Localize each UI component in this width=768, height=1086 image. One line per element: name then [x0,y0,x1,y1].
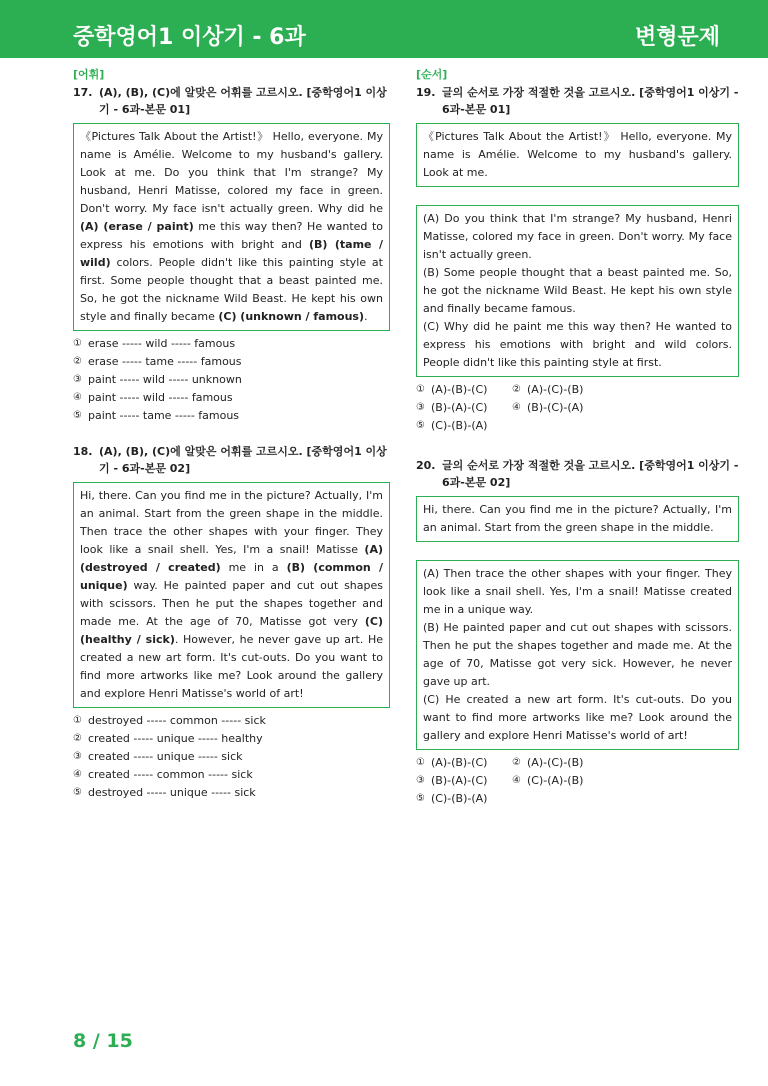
question-number: 20. [416,459,436,472]
option-text: (A)-(C)-(B) [527,756,584,769]
blank-a: (A) (erase / paint) [80,220,194,233]
question-19-prompt [416,84,739,118]
option-marker: ② [73,733,82,744]
option-marker: ② [512,384,521,395]
answer-option[interactable] [73,766,390,784]
answer-option[interactable] [512,754,608,772]
passage-text: . However, he never gave up art. He created a new art form. It's cut-outs. Do you want to find more artworks like me? Look around the gallery and explore Henri Matisse's world of art! [80,633,383,700]
option-marker: ③ [73,374,82,385]
question-number: 18. [73,445,93,458]
left-column [73,66,390,802]
question-19-parts [416,205,739,377]
option-text: (B)-(C)-(A) [527,401,584,414]
option-text: (A)-(B)-(C) [431,383,488,396]
question-17-options [73,335,390,425]
page-header [0,0,768,58]
answer-option[interactable] [512,381,608,399]
answer-option[interactable] [416,417,512,435]
answer-option[interactable] [73,353,390,371]
option-marker: ⑤ [73,410,82,421]
answer-option[interactable] [512,399,608,417]
option-text: (A)-(B)-(C) [431,756,488,769]
option-marker: ① [73,715,82,726]
intro-text: Hi, there. Can you find me in the picture? Actually, I'm an animal. Start from the green shape in the middle. [423,503,732,534]
passage-text: me this way then? He wanted to express his emotions with bright and [80,220,383,251]
option-text: created ----- unique ----- sick [88,750,243,763]
option-marker: ① [416,757,425,768]
option-marker: ⑤ [73,787,82,798]
answer-option[interactable] [73,389,390,407]
document-title: 중학영어1 이상기 - 6과 [73,25,306,50]
question-17-passage [73,123,390,331]
part-b: (B) He painted paper and cut out shapes with scissors. Then he put the shapes together and made me. At the age of 70, Matisse got very sick. However, he never gave up art. [423,621,732,688]
option-text: paint ----- wild ----- famous [88,391,233,404]
option-text: (C)-(B)-(A) [431,792,488,805]
answer-option[interactable] [416,399,512,417]
question-text: 글의 순서로 가장 적절한 것을 고르시오. [중학영어1 이상기 - 6과-본문 01] [442,86,739,116]
option-text: created ----- common ----- sick [88,768,253,781]
option-marker: ② [512,757,521,768]
option-marker: ③ [416,775,425,786]
answer-option[interactable] [416,790,512,808]
answer-option[interactable] [416,381,512,399]
part-a: (A) Then trace the other shapes with your finger. They look like a snail shell. Yes, I'm a snail! Matisse created me in a unique way. [423,567,732,616]
part-c: (C) He created a new art form. It's cut-outs. Do you want to find more artworks like me? Look around the gallery and explore Henri Matisse's world of art! [423,693,732,742]
option-text: created ----- unique ----- healthy [88,732,263,745]
option-marker: ③ [73,751,82,762]
category-label-order: [순서] [416,68,448,81]
option-text: (C)-(B)-(A) [431,419,488,432]
passage-text: 《Pictures Talk About the Artist!》 Hello, everyone. My name is Amélie. Welcome to my husband's gallery. Look at me. Do you think that I'm strange? My husband, Henri Matisse, colored my face in green. Don't worry. My face isn't actually green. Why did he [80,130,383,215]
part-b: (B) Some people thought that a beast painted me. So, he got the nickname Wild Beast. He kept his own style and finally became famous. [423,266,732,315]
passage-text: . [364,310,368,323]
question-20-parts [416,560,739,750]
answer-option[interactable] [73,335,390,353]
option-marker: ① [73,338,82,349]
question-19-options [416,381,739,435]
document-type-label: 변형문제 [634,25,720,50]
question-18-passage [73,482,390,708]
option-marker: ④ [73,392,82,403]
page-number: 8 / 15 [73,1030,133,1052]
blank-c: (C) (healthy / sick) [80,615,383,646]
question-20-prompt [416,457,739,491]
answer-option[interactable] [416,772,512,790]
option-marker: ① [416,384,425,395]
option-text: (B)-(A)-(C) [431,401,488,414]
answer-option[interactable] [416,754,512,772]
blank-b: (B) (common / unique) [80,561,383,592]
question-20-options [416,754,739,808]
question-20-intro [416,496,739,542]
option-marker: ③ [416,402,425,413]
question-number: 19. [416,86,436,99]
question-17-prompt [73,84,390,118]
right-column [416,66,739,808]
answer-option[interactable] [512,772,608,790]
option-text: paint ----- wild ----- unknown [88,373,242,386]
option-marker: ④ [512,402,521,413]
answer-option[interactable] [73,407,390,425]
passage-text: me in a [220,561,287,574]
option-marker: ④ [73,769,82,780]
question-number: 17. [73,86,93,99]
question-text: (A), (B), (C)에 알맞은 어휘를 고르시오. [중학영어1 이상기 - 6과-본문 01] [99,86,387,116]
passage-text: way. He painted paper and cut out shapes with scissors. Then he put the shapes together and made me. At the age of 70, Matisse got very [80,579,383,628]
option-text: (B)-(A)-(C) [431,774,488,787]
question-19-intro [416,123,739,187]
question-18-options [73,712,390,802]
option-marker: ② [73,356,82,367]
question-text: (A), (B), (C)에 알맞은 어휘를 고르시오. [중학영어1 이상기 - 6과-본문 02] [99,445,387,475]
passage-text: Hi, there. Can you find me in the picture? Actually, I'm an animal. Start from the green shape in the middle. Then trace the other shapes with your finger. They look like a snail shell. Yes, I'm a snail! Matisse [80,489,383,556]
answer-option[interactable] [73,730,390,748]
option-marker: ④ [512,775,521,786]
passage-text: colors. People didn't like this painting style at first. Some people thought that a beast painted me. So, he got the nickname Wild Beast. He kept his own style and finally became [80,256,383,323]
option-marker: ⑤ [416,420,425,431]
option-marker: ⑤ [416,793,425,804]
option-text: erase ----- tame ----- famous [88,355,242,368]
option-text: destroyed ----- unique ----- sick [88,786,256,799]
option-text: (A)-(C)-(B) [527,383,584,396]
intro-text: 《Pictures Talk About the Artist!》 Hello, everyone. My name is Amélie. Welcome to my husband's gallery. Look at me. [423,130,732,179]
option-text: destroyed ----- common ----- sick [88,714,266,727]
question-text: 글의 순서로 가장 적절한 것을 고르시오. [중학영어1 이상기 - 6과-본문 02] [442,459,739,489]
option-text: erase ----- wild ----- famous [88,337,236,350]
answer-option[interactable] [73,371,390,389]
category-label-vocab: [어휘] [73,68,105,81]
answer-option[interactable] [73,712,390,730]
blank-a: (A) (destroyed / created) [80,543,383,574]
question-18-prompt [73,443,390,477]
blank-b: (B) (tame / wild) [80,238,383,269]
answer-option[interactable] [73,784,390,802]
answer-option[interactable] [73,748,390,766]
option-text: paint ----- tame ----- famous [88,409,240,422]
option-text: (C)-(A)-(B) [527,774,584,787]
part-c: (C) Why did he paint me this way then? He wanted to express his emotions with bright and wild colors. People didn't like this painting style at first. [423,320,732,369]
blank-c: (C) (unknown / famous) [218,310,364,323]
part-a: (A) Do you think that I'm strange? My husband, Henri Matisse, colored my face in green. Don't worry. My face isn't actually green. [423,212,732,261]
